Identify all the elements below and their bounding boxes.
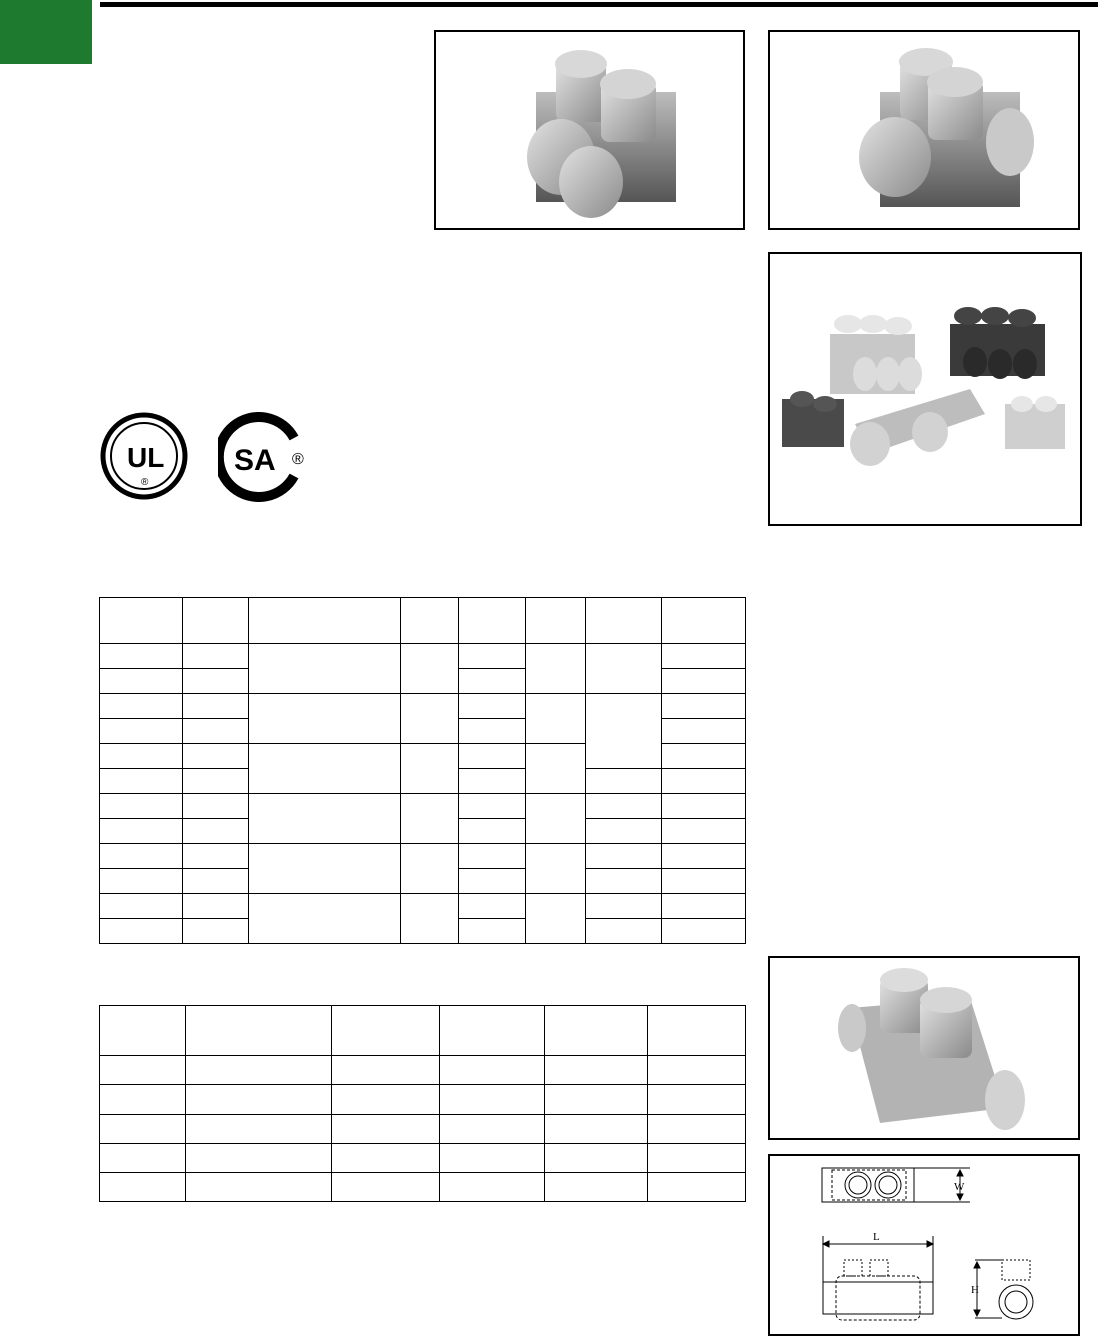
spec-cell — [183, 819, 249, 844]
ul-letter-u: UL — [127, 442, 165, 473]
dimensions-cell — [100, 1114, 186, 1143]
spec-cell — [459, 794, 526, 819]
spec-cell — [183, 869, 249, 894]
spec-cell — [249, 794, 401, 844]
connector-family-photo — [768, 252, 1082, 526]
connector-front-illustration — [436, 32, 743, 228]
ul-listed-icon — [100, 412, 188, 500]
inline-connector-photo — [768, 956, 1080, 1140]
dimensions-cell — [545, 1172, 648, 1201]
dimensions-cell — [186, 1114, 332, 1143]
dimensions-cell — [100, 1172, 186, 1201]
dimensions-cell — [186, 1172, 332, 1201]
spec-row — [100, 844, 746, 869]
connector-angled-illustration — [770, 32, 1078, 228]
dimension-drawing — [770, 1156, 1078, 1334]
connector-photo-front — [434, 30, 745, 230]
spec-cell — [100, 819, 183, 844]
spec-cell — [662, 819, 746, 844]
csa-registered-mark: ® — [292, 451, 304, 468]
spec-cell — [459, 769, 526, 794]
spec-cell — [100, 869, 183, 894]
spec-cell — [401, 644, 459, 694]
specifications-table — [99, 597, 746, 944]
dimensions-header-cell — [545, 1006, 648, 1056]
spec-cell — [662, 694, 746, 719]
spec-cell — [183, 794, 249, 819]
spec-cell — [459, 669, 526, 694]
spec-header-cell — [249, 598, 401, 644]
dimensions-cell — [332, 1085, 440, 1114]
spec-row — [100, 644, 746, 669]
dimensions-header-cell — [100, 1006, 186, 1056]
spec-cell — [586, 919, 662, 944]
dimensions-header-cell — [186, 1006, 332, 1056]
spec-cell — [100, 919, 183, 944]
spec-cell — [662, 644, 746, 669]
dimensions-cell — [648, 1172, 746, 1201]
dimensions-table — [99, 1005, 746, 1202]
spec-cell — [662, 744, 746, 769]
spec-header-cell — [662, 598, 746, 644]
dimensions-header-cell — [648, 1006, 746, 1056]
dimensions-cell — [332, 1143, 440, 1172]
spec-cell — [459, 894, 526, 919]
dimension-drawing-icon — [768, 1154, 1080, 1336]
spec-cell — [662, 794, 746, 819]
spec-cell — [526, 644, 586, 694]
dimensions-header-cell — [440, 1006, 545, 1056]
spec-cell — [459, 694, 526, 719]
csa-letters: SA — [234, 444, 276, 477]
dimensions-cell — [440, 1114, 545, 1143]
dimensions-cell — [440, 1056, 545, 1085]
spec-cell — [100, 669, 183, 694]
dimensions-cell — [332, 1056, 440, 1085]
spec-cell — [183, 719, 249, 744]
dimensions-row — [100, 1056, 746, 1085]
section-tab — [0, 0, 92, 64]
spec-cell — [526, 894, 586, 944]
dimensions-cell — [440, 1085, 545, 1114]
dimensions-cell — [332, 1114, 440, 1143]
dimensions-cell — [100, 1085, 186, 1114]
spec-cell — [401, 894, 459, 944]
spec-cell — [401, 794, 459, 844]
spec-cell — [100, 694, 183, 719]
spec-cell — [100, 769, 183, 794]
spec-cell — [459, 819, 526, 844]
csa-certified-icon — [218, 412, 318, 502]
spec-cell — [459, 844, 526, 869]
dimensions-cell — [545, 1085, 648, 1114]
spec-cell — [586, 869, 662, 894]
dimensions-header-cell — [332, 1006, 440, 1056]
spec-cell — [526, 844, 586, 894]
spec-header-cell — [183, 598, 249, 644]
spec-cell — [401, 744, 459, 794]
dimensions-row — [100, 1143, 746, 1172]
dimensions-cell — [648, 1114, 746, 1143]
spec-cell — [526, 694, 586, 744]
spec-cell — [183, 919, 249, 944]
spec-header-cell — [401, 598, 459, 644]
dimensions-cell — [332, 1172, 440, 1201]
spec-cell — [249, 644, 401, 694]
dimensions-cell — [440, 1143, 545, 1172]
spec-cell — [249, 844, 401, 894]
spec-cell — [100, 844, 183, 869]
spec-cell — [586, 844, 662, 869]
spec-row — [100, 794, 746, 819]
spec-row — [100, 694, 746, 719]
spec-cell — [183, 694, 249, 719]
spec-cell — [459, 644, 526, 669]
spec-cell — [249, 894, 401, 944]
spec-cell — [526, 744, 586, 794]
header-rule — [100, 2, 1098, 7]
spec-cell — [100, 744, 183, 769]
dimensions-cell — [648, 1143, 746, 1172]
spec-cell — [662, 769, 746, 794]
dimensions-cell — [545, 1143, 648, 1172]
dimensions-cell — [186, 1085, 332, 1114]
spec-cell — [100, 644, 183, 669]
height-label: H — [971, 1284, 979, 1296]
dimensions-cell — [440, 1172, 545, 1201]
dimensions-row — [100, 1172, 746, 1201]
spec-cell — [586, 819, 662, 844]
spec-cell — [662, 719, 746, 744]
spec-cell — [401, 844, 459, 894]
spec-cell — [459, 919, 526, 944]
spec-cell — [459, 719, 526, 744]
spec-cell — [586, 644, 662, 694]
dimensions-cell — [545, 1056, 648, 1085]
spec-cell — [183, 894, 249, 919]
length-label: L — [873, 1231, 880, 1243]
width-label: W — [954, 1181, 965, 1193]
connector-family-illustration — [770, 254, 1080, 524]
spec-cell — [662, 919, 746, 944]
inline-connector-illustration — [770, 958, 1078, 1138]
dimensions-cell — [186, 1056, 332, 1085]
spec-cell — [586, 894, 662, 919]
spec-cell — [183, 669, 249, 694]
spec-cell — [183, 744, 249, 769]
spec-cell — [459, 744, 526, 769]
spec-cell — [586, 694, 662, 769]
spec-cell — [586, 769, 662, 794]
dimensions-cell — [648, 1056, 746, 1085]
spec-cell — [401, 694, 459, 744]
spec-cell — [183, 769, 249, 794]
spec-header-cell — [100, 598, 183, 644]
spec-header-cell — [459, 598, 526, 644]
spec-cell — [183, 844, 249, 869]
spec-cell — [526, 794, 586, 844]
dimensions-row — [100, 1085, 746, 1114]
spec-header-cell — [586, 598, 662, 644]
spec-cell — [662, 844, 746, 869]
dimensions-cell — [100, 1143, 186, 1172]
spec-cell — [100, 894, 183, 919]
spec-row — [100, 894, 746, 919]
dimensions-cell — [545, 1114, 648, 1143]
spec-cell — [100, 794, 183, 819]
spec-header-row — [100, 598, 746, 644]
ul-registered-mark: ® — [141, 477, 149, 488]
spec-cell — [100, 719, 183, 744]
spec-cell — [586, 794, 662, 819]
spec-header-cell — [526, 598, 586, 644]
dimensions-row — [100, 1114, 746, 1143]
dimensions-cell — [100, 1056, 186, 1085]
connector-photo-angled — [768, 30, 1080, 230]
spec-cell — [249, 694, 401, 744]
spec-cell — [662, 869, 746, 894]
dimensions-cell — [186, 1143, 332, 1172]
spec-cell — [249, 744, 401, 794]
dimensions-cell — [648, 1085, 746, 1114]
spec-cell — [459, 869, 526, 894]
spec-cell — [662, 894, 746, 919]
spec-cell — [662, 669, 746, 694]
dimensions-header-row — [100, 1006, 746, 1056]
spec-cell — [183, 644, 249, 669]
